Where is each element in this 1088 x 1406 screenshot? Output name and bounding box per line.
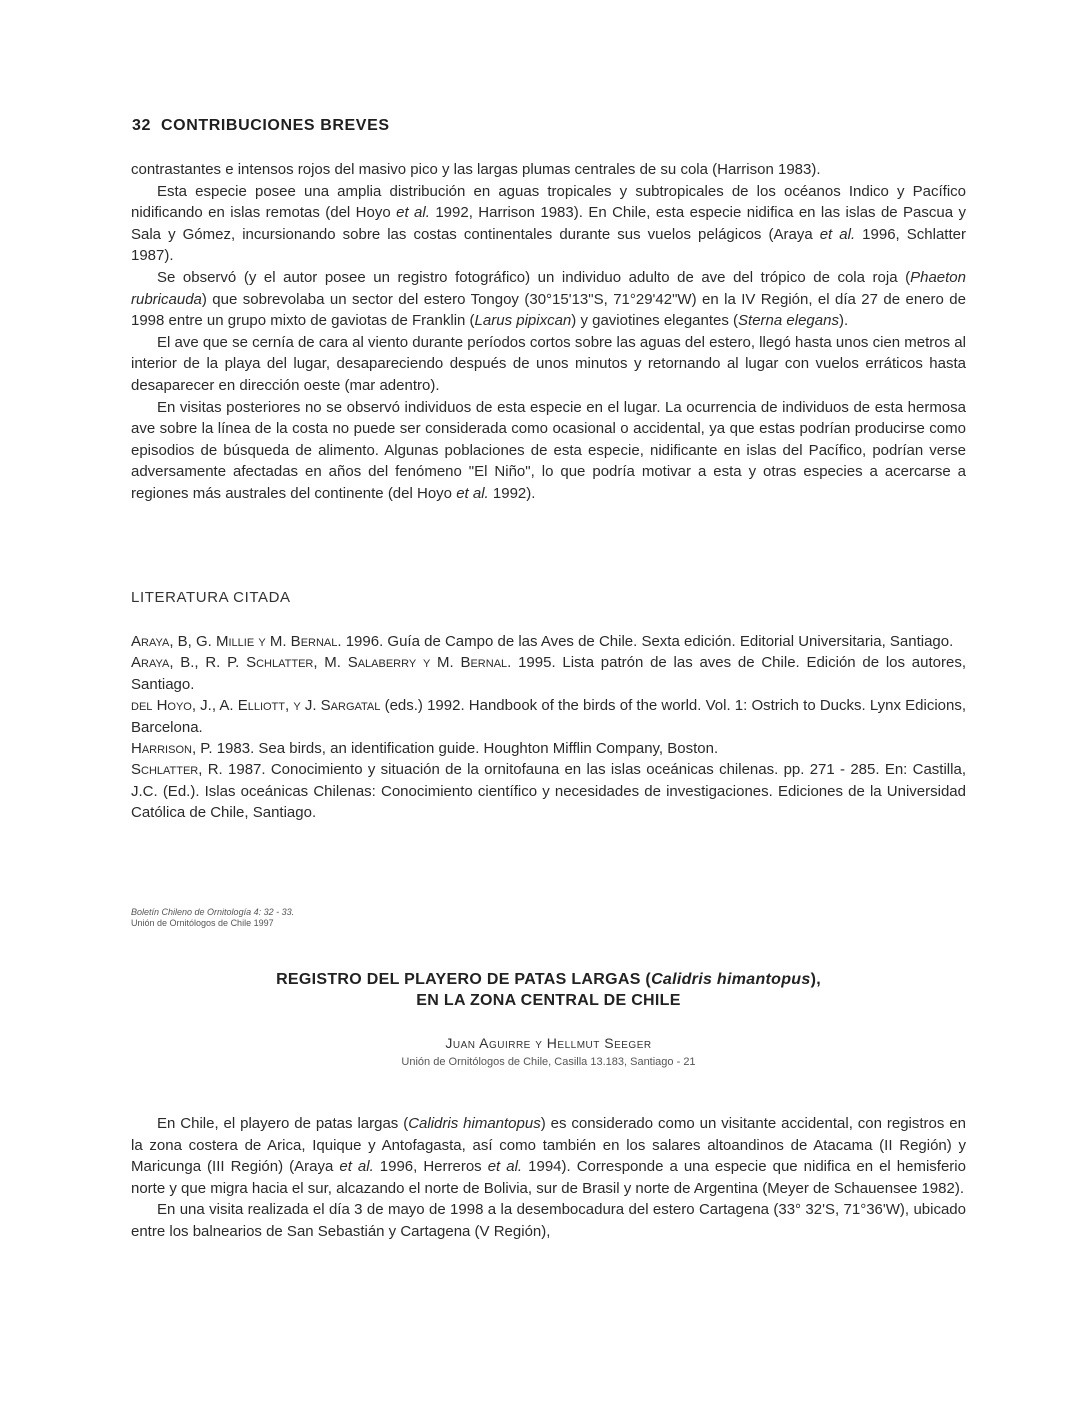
- journal-citation: Boletín Chileno de Ornitología 4: 32 - 33. Unión de Ornitólogos de Chile 1997: [131, 907, 295, 928]
- literature-heading: LITERATURA CITADA: [131, 589, 291, 606]
- article-2-affiliation: Unión de Ornitólogos de Chile, Casilla 13.183, Santiago - 21: [401, 1056, 696, 1068]
- reference-list: [131, 631, 966, 824]
- reference-item: del Hoyo, J., A. Elliott, y J. Sargatal (eds.) 1992. Handbook of the birds of the world. Vol. 1: Ostrich to Ducks. Lynx Edicions, Barcelona.: [131, 697, 966, 736]
- reference-item: Harrison, P. 1983. Sea birds, an identification guide. Houghton Mifflin Company, Boston.: [131, 740, 719, 758]
- running-head: [132, 117, 390, 135]
- species-name: Larus pipixcan: [474, 312, 572, 330]
- reference-item: Araya, B, G. Millie y M. Bernal. 1996. Guía de Campo de las Aves de Chile. Sexta edición. Editorial Universitaria, Santiago.: [131, 633, 954, 650]
- paragraph: El ave que se cernía de cara al viento durante períodos cortos sobre las aguas del estero, llegó hasta unos cien metros al interior de la playa del lugar, desapareciendo después de unos minutos y retornando al lugar con vuelos erráticos hasta desaparecer en dirección oeste (mar adentro).: [131, 333, 966, 394]
- article-2-authors: Juan Aguirre y Hellmut Seeger: [445, 1035, 652, 1051]
- paragraph: En Chile, el playero de patas largas (Calidris himantopus) es considerado como un visitante accidental, con registros en la zona costera de Arica, Iquique y Antofagasta, así como también en los salares altoandinos de Atacama (II Región) y Maricunga (III Región) (Araya et al. 1996, Herreros et al. 1994). Corresponde a una especie que nidifica en el hemisferio norte y que migra hacia el sur, alcazando el norte de Bolivia, sur de Brasil y norte de Argentina (Meyer de Schauensee 1982).: [131, 1115, 966, 1197]
- species-name: Calidris himantopus: [408, 1115, 541, 1132]
- article-2-title: REGISTRO DEL PLAYERO DE PATAS LARGAS (Calidris himantopus), EN LA ZONA CENTRAL DE CHILE: [276, 971, 821, 1009]
- reference-item: Schlatter, R. 1987. Conocimiento y situación de la ornitofauna en las islas oceánicas chilenas. pp. 271 - 285. En: Castilla, J.C. (Ed.). Islas oceánicas Chilenas: Conocimiento científico y necesidades de investigaciones. Ediciones de la Universidad Católica de Chile, Santiago.: [131, 761, 966, 822]
- paragraph: En visitas posteriores no se observó individuos de esta especie en el lugar. La ocurrencia de individuos de esta hermosa ave sobre la línea de la costa no puede ser considerada como ocasional o accidental, ya que estas podrían producirse como episodios de búsqueda de alimento. Algunas poblaciones de esta especie, nidificante en islas del Pacífico, podrían verse adversamente afectadas en años del fenómeno "El Niño", lo que podría motivar a esta y otras especies a acercarse a regiones más australes del continente (del Hoyo et al. 1992).: [131, 398, 966, 502]
- page-number: 32: [132, 117, 151, 134]
- species-name: Sterna elegans: [738, 312, 839, 330]
- article-2-body: [131, 1113, 966, 1243]
- paragraph: contrastantes e intensos rojos del masivo pico y las largas plumas centrales de su cola (Harrison 1983).: [131, 161, 821, 178]
- paragraph: Esta especie posee una amplia distribución en aguas tropicales y subtropicales de los océanos Indico y Pacífico nidificando en islas remotas (del Hoyo et al. 1992, Harrison 1983). En Chile, esta especie nidifica en las islas de Pascua y Sala y Gómez, incursionando sobre las costas continentales durante sus vuelos pelágicos (Araya et al. 1996, Schlatter 1987).: [131, 182, 966, 265]
- paragraph: Se observó (y el autor posee un registro fotográfico) un individuo adulto de ave del trópico de cola roja (Phaeton rubricauda) que sobrevolaba un sector del estero Tongoy (30°15'13"S, 71°29'42"W) en la IV Región, el día 27 de enero de 1998 entre un grupo mixto de gaviotas de Franklin (Larus pipixcan) y gaviotines elegantes (Sterna elegans).: [131, 268, 966, 330]
- species-name: Calidris himantopus: [651, 971, 811, 988]
- species-name: Phaeton rubricauda: [131, 268, 966, 308]
- paragraph: En una visita realizada el día 3 de mayo de 1998 a la desembocadura del estero Cartagena (33° 32'S, 71°36'W), ubicado entre los balnearios de San Sebastián y Cartagena (V Región),: [131, 1201, 966, 1240]
- article-1-body: [131, 159, 966, 505]
- section-title: CONTRIBUCIONES BREVES: [161, 117, 390, 134]
- reference-item: Araya, B., R. P. Schlatter, M. Salaberry y M. Bernal. 1995. Lista patrón de las aves de Chile. Edición de los autores, Santiago.: [131, 654, 966, 693]
